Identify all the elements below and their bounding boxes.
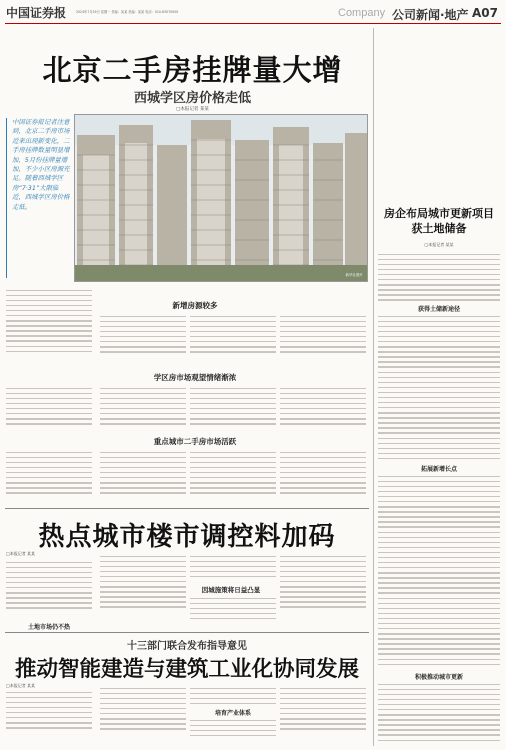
side-section-1: 获得土储新途径 [417,306,460,313]
mid-body-col3b [190,594,276,623]
side-body-4 [378,680,500,745]
bottom-headline: 推动智能建造与建筑工业化协同发展 [14,657,359,682]
divider-mid-bottom [5,632,369,633]
bottom-body-col3b [190,716,276,740]
side-headline: 房企布局城市更新项目 获土地储备 [384,207,494,235]
lead-body-col3 [190,312,276,356]
page-number: A07 [472,6,498,20]
side-section-3: 积极推动城市更新 [414,674,463,681]
bottom-body-col1 [6,688,92,732]
lead-body-col7 [190,384,276,428]
bottom-body-col2 [100,684,186,733]
mid-byline: □本报记者 某某 [6,551,36,556]
side-byline: □本报记者 某某 [424,242,454,247]
pullquote-text: 中国证券报记者注意到，北京二手房市场近来出现新变化，二手房挂牌数量明显增加，5月份挂牌量增加，不少小区房源充足。随着西城学区房“7·31”大限临近，西城学区房价格走低。 [12,118,70,211]
lead-subheadline: 西城学区房价格走低 [133,91,251,106]
side-section-2: 拓展新增长点 [420,466,457,473]
lead-body-col12 [280,448,366,497]
mid-headline: 热点城市楼市调控料加码 [38,522,336,552]
mid-section-2: 土地市场仍不热 [27,624,70,631]
bottom-byline: □本报记者 某某 [6,683,36,688]
mid-section-1: 因城施策将日益凸显 [201,586,261,594]
column-separator [373,28,374,746]
photo-caption: 新华社图片 [345,273,363,277]
lead-body-col11 [190,448,276,497]
masthead [0,0,506,28]
mid-body-col2 [100,552,186,612]
lead-body-col8 [280,384,366,428]
lead-body-col4 [280,312,366,356]
bottom-body-col4 [280,684,366,733]
city-buildings-image [75,115,367,281]
lead-pullquote [6,118,71,278]
bottom-section-1: 培育产业体系 [214,710,251,717]
bottom-body-col3 [190,684,276,708]
lead-body-col5 [6,384,92,428]
lead-photo [74,114,368,282]
lead-body-col6 [100,384,186,428]
date-line: 2024年7月29日 星期一 责编：某某 美编：某某 电话：010-63070000 [76,10,179,14]
lead-body-col10 [100,448,186,497]
section-cn: 公司新闻·地产 [392,8,469,22]
lead-section-2: 学区房市场观望情绪渐浓 [153,373,237,382]
paper-name: 中国证券报 [6,6,67,20]
lead-section-1: 新增房源较多 [172,301,218,310]
lead-section-3: 重点城市二手房市场活跃 [153,437,237,446]
lead-headline: 北京二手房挂牌量大增 [42,53,343,87]
lead-byline: □本报记者 某某 [176,107,209,112]
lead-body-col9 [6,448,92,497]
mid-body-col4 [280,552,366,612]
mid-body-col3 [190,552,276,581]
bottom-kicker: 十三部门联合发布指导意见 [127,641,247,652]
side-body-1 [378,250,500,304]
mid-body-col1 [6,558,92,612]
lead-body-col2 [100,312,186,356]
side-body-2 [378,312,500,463]
divider-lead-mid [5,508,369,509]
section-en: Company [338,7,386,19]
masthead-rule [5,23,501,24]
side-body-3 [378,472,500,669]
lead-body-col1 [6,286,92,356]
